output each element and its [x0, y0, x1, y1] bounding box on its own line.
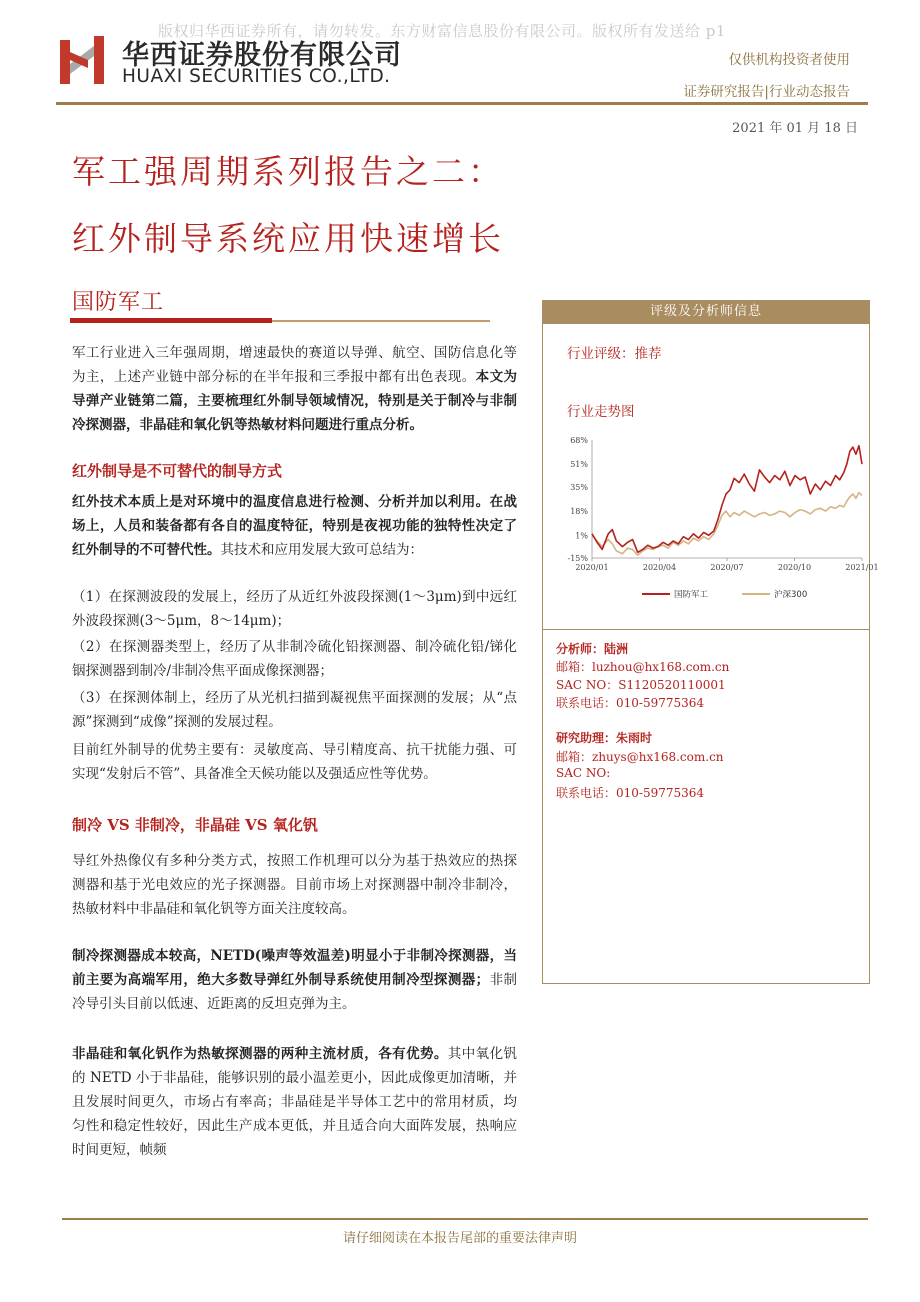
assistant-sac: SAC NO: [556, 766, 611, 780]
s1-bold-text: 红外技术本质上是对环境中的温度信息进行检测、分析并加以利用。在战场上，人员和装备都有各自的温度特征，特别是夜视功能的独特性决定了红外制导的不可替代性。 [72, 494, 517, 558]
y-tick-label: -15% [567, 554, 588, 563]
section1-item1: （1）在探测波段的发展上，经历了从近红外波段探测(1～3μm)到中远红外波段探测(3～5μm，8～14μm)； [72, 589, 517, 629]
sector-underline-thin [272, 320, 490, 322]
report-title-line1: 军工强周期系列报告之二： [72, 152, 504, 191]
panel-header: 评级及分析师信息 [542, 300, 870, 324]
section1-item2: （2）在探测器类型上，经历了从非制冷硫化铅探测器、制冷硫化铅/锑化铟探测器到制冷/非制冷焦平面成像探测器； [72, 639, 517, 679]
s1-text: 其技术和应用发展大致可总结为： [220, 542, 423, 558]
section-heading-cooled: 制冷 VS 非制冷，非晶硅 VS 氧化钒 [72, 816, 318, 834]
section1-paragraph1 [72, 490, 517, 562]
section-heading-infrared: 红外制导是不可替代的制导方式 [72, 462, 283, 480]
section2-paragraph3 [72, 1042, 517, 1162]
intro-paragraph [72, 341, 517, 437]
assistant-name: 研究助理：朱雨时 [556, 731, 653, 745]
section1-paragraph2: 目前红外制导的优势主要有：灵敏度高、导引精度高、抗干扰能力强、可实现“发射后不管”、具备准全天候功能以及强适应性等优势。 [72, 742, 517, 782]
analyst-name: 分析师：陆洲 [556, 642, 629, 656]
company-name-cn: 华西证券股份有限公司 [122, 40, 402, 71]
analyst-sac: SAC NO：S1120520110001 [556, 678, 726, 692]
footer-divider [62, 1218, 868, 1220]
s2p3-text: 其中氧化钒的 NETD 小于非晶硅，能够识别的最小温差更小，因此成像更加清晰，并且发展时间更久，市场占有率高；非晶硅是半导体工艺中的常用材质，均匀性和稳定性较好，因此生产成本更低，并且适合向大面阵发展，热响应时间更短，帧频 [72, 1046, 518, 1158]
x-tick-label: 2020/01 [575, 563, 609, 572]
audience-note: 仅供机构投资者使用 [728, 52, 850, 68]
x-tick-label: 2020/07 [710, 563, 744, 572]
analyst-phone: 联系电话：010-59775364 [556, 696, 705, 710]
y-tick-label: 68% [570, 436, 588, 445]
header-divider [56, 102, 868, 105]
footer-disclaimer: 请仔细阅读在本报告尾部的重要法律声明 [342, 1231, 577, 1246]
assistant-email: 邮箱：zhuys@hx168.com.cn [556, 750, 724, 764]
watermark-text: 版权归华西证券所有，请勿转发。东方财富信息股份有限公司。版权所有发送给 p1 [158, 22, 726, 40]
analyst-email: 邮箱：luzhou@hx168.com.cn [556, 660, 730, 674]
industry-rating: 行业评级：推荐 [567, 346, 662, 362]
y-tick-label: 35% [570, 482, 588, 492]
series-line-hs300 [592, 493, 862, 556]
intro-text: 军工行业进入三年强周期，增速最快的赛道以导弹、航空、国防信息化等为主，上述产业链中部分标的在半年报和三季报中都有出色表现。 [72, 345, 517, 385]
intro-bold-text: 本文为导弹产业链第二篇，主要梳理红外制导领域情况，特别是关于制冷与非制冷探测器，非晶硅和氧化钒等热敏材料问题进行重点分析。 [72, 369, 518, 433]
y-tick-label: 1% [575, 531, 588, 541]
x-tick-label: 2020/10 [777, 563, 812, 572]
s2-bold-text: 制冷探测器成本较高，NETD(噪声等效温差)明显小于非制冷探测器，当前主要为高端军用，绝大多数导弹红外制导系统使用制冷型探测器； [72, 948, 517, 988]
x-tick-label: 2020/04 [642, 563, 677, 572]
company-name-en: HUAXI SECURITIES CO.,LTD. [122, 66, 391, 87]
sector-name: 国防军工 [72, 290, 165, 315]
x-tick-label: 2021/01 [845, 563, 879, 572]
y-tick-label: 51% [570, 460, 588, 470]
report-title-line2: 红外制导系统应用快速增长 [72, 219, 504, 258]
assistant-phone: 联系电话：010-59775364 [556, 786, 705, 800]
legend-label: 沪深300 [774, 590, 808, 600]
huaxi-logo-icon [58, 34, 106, 86]
section1-item3: （3）在探测体制上，经历了从光机扫描到凝视焦平面探测的发展；从“点源”探测到“成像”探测的发展过程。 [72, 690, 517, 730]
industry-trend-chart [552, 428, 879, 608]
legend-label: 国防军工 [674, 590, 709, 600]
report-type: 证券研究报告|行业动态报告 [683, 84, 850, 100]
s2-text: 非制冷导引头目前以低速、近距离的反坦克弹为主。 [72, 972, 518, 1012]
panel-divider [543, 629, 869, 630]
s2p3-bold-text: 非晶硅和氧化钒作为热敏探测器的两种主流材质，各有优势。 [72, 1046, 448, 1062]
report-date: 2021 年 01 月 18 日 [732, 121, 858, 136]
section2-paragraph2 [72, 944, 517, 1016]
section2-paragraph1: 导红外热像仪有多种分类方式，按照工作机理可以分为基于热效应的热探测器和基于光电效应的光子探测器。目前市场上对探测器中制冷非制冷，热敏材料中非晶硅和氧化钒等方面关注度较高。 [72, 853, 517, 917]
trend-chart-label: 行业走势图 [567, 404, 635, 420]
series-line-defense [592, 446, 862, 553]
sector-underline [70, 318, 272, 323]
y-tick-label: 18% [570, 507, 588, 517]
